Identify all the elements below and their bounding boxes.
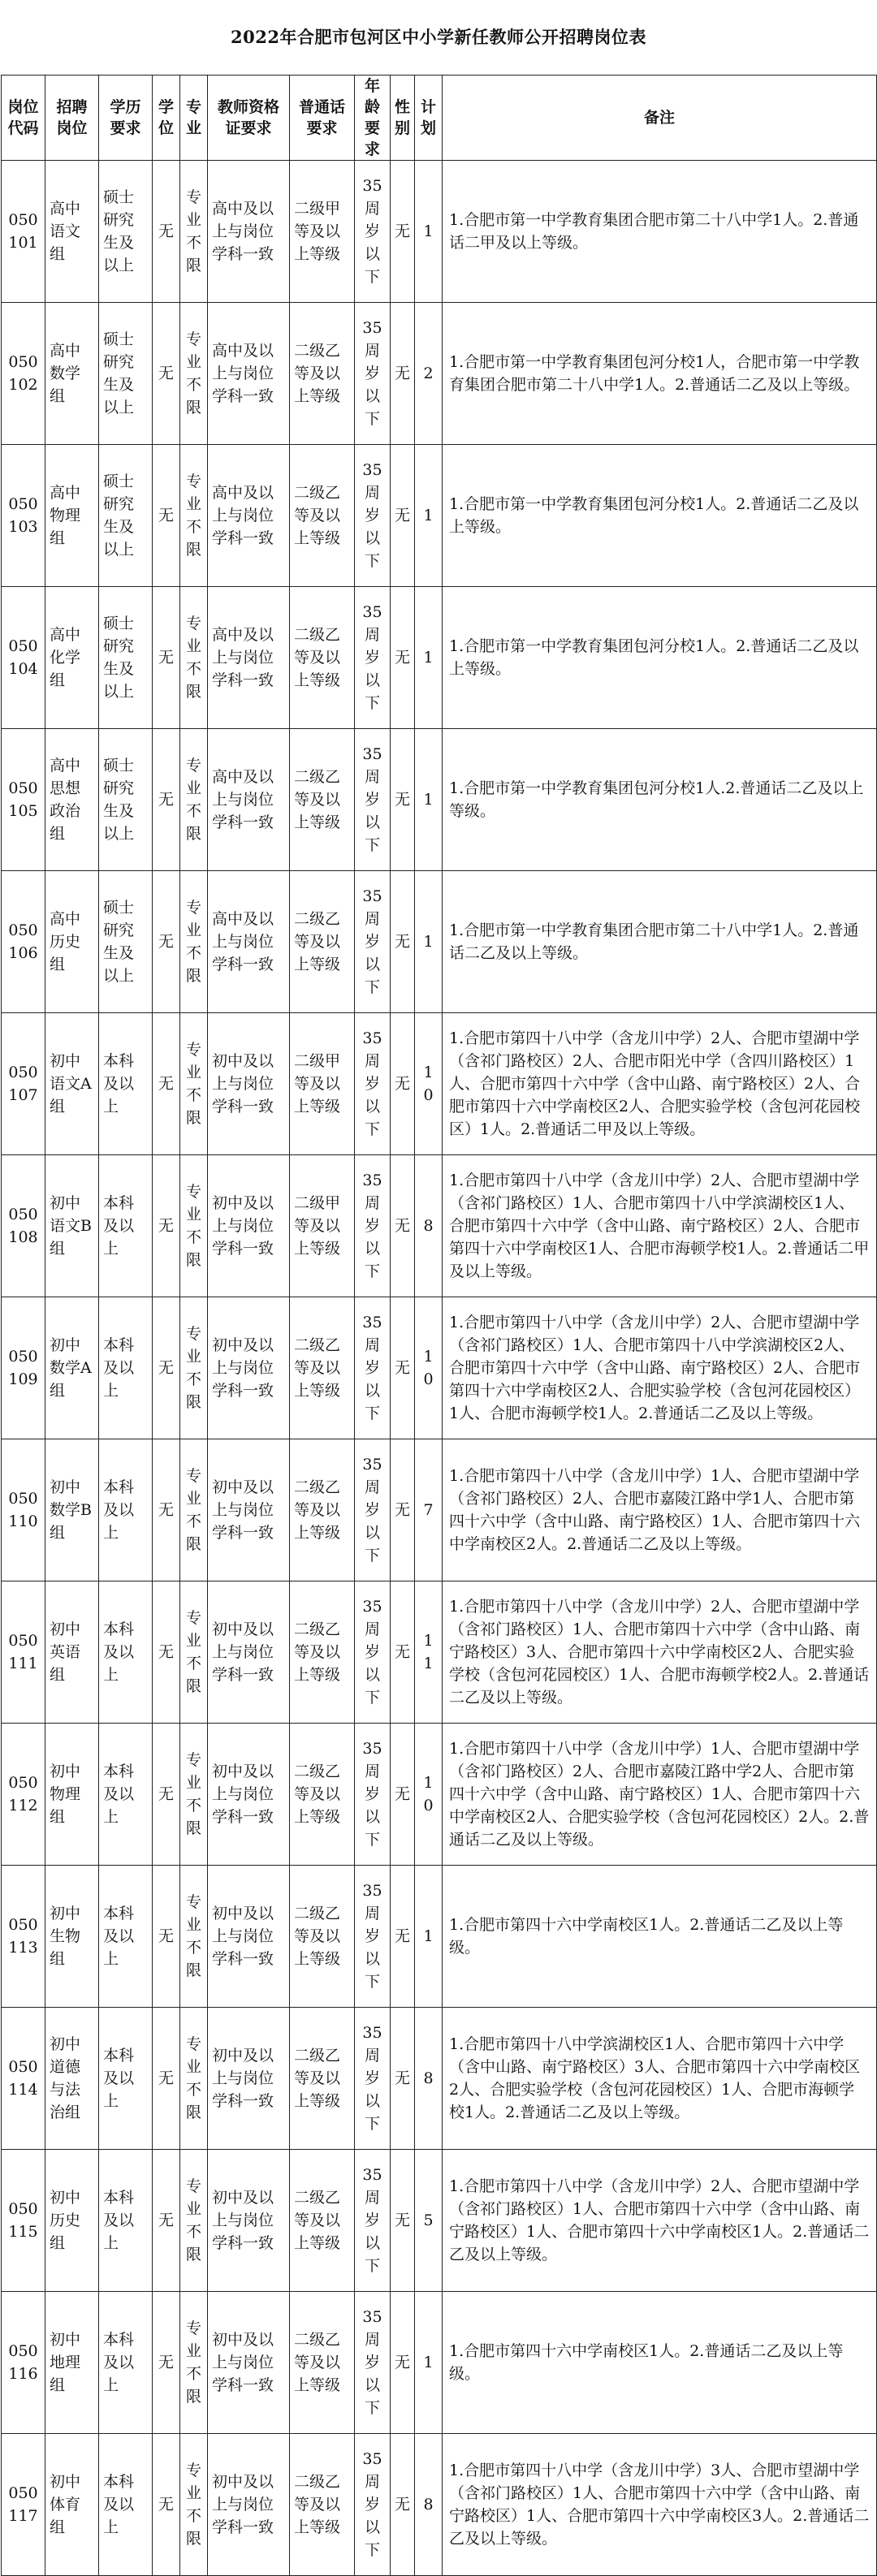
mandarin-cell: 二级乙等及以上等级	[290, 1581, 355, 1724]
remarks-cell	[443, 1013, 877, 1155]
remarks-text: 1.合肥市第四十八中学（含龙川中学）1人、合肥市望湖中学（含祁门路校区）2人、合肥市嘉陵江路中学1人、合肥市第四十六中学（含中山路、南宁路校区）1人、合肥市第四十六中学南校区2人。2.普通话二乙及以上等级。	[449, 1467, 861, 1553]
table-row	[2, 1297, 877, 1439]
post-name-cell: 初中数学B组	[45, 1439, 99, 1581]
plan-cell: 1	[415, 1866, 443, 2008]
table-header-row	[2, 76, 877, 161]
major-cell: 专业不限	[180, 161, 208, 303]
education-cell: 硕士研究生及以上	[99, 729, 153, 871]
header-cell: 年龄要求	[355, 76, 391, 161]
age-cell: 35周岁以下	[355, 587, 391, 729]
major-cell: 专业不限	[180, 729, 208, 871]
gender-cell: 无	[391, 1581, 415, 1724]
plan-cell: 1	[415, 729, 443, 871]
table-row	[2, 445, 877, 587]
certificate-cell: 初中及以上与岗位学科一致	[208, 2150, 290, 2292]
remarks-text: 1.合肥市第一中学教育集团合肥市第二十八中学1人。2.普通话二甲及以上等级。	[449, 211, 859, 252]
post-code-cell: 050103	[2, 445, 45, 587]
post-code-cell: 050106	[2, 871, 45, 1013]
post-name-cell: 初中语文A组	[45, 1013, 99, 1155]
certificate-cell: 初中及以上与岗位学科一致	[208, 1866, 290, 2008]
remarks-cell	[443, 1297, 877, 1439]
plan-cell: 10	[415, 1297, 443, 1439]
remarks-text: 1.合肥市第一中学教育集团包河分校1人.2.普通话二乙及以上等级。	[449, 779, 864, 820]
recruitment-table	[1, 75, 877, 2576]
remarks-text: 1.合肥市第四十八中学（含龙川中学）2人、合肥市望湖中学（含祁门路校区）1人、合肥市第四十六中学（含中山路、南宁路校区）3人、合肥市第四十六中学南校区2人、合肥实验学校（含包河花园校区）1人、合肥市海顿学校2人。2.普通话二乙及以上等级。	[449, 1598, 870, 1707]
gender-cell: 无	[391, 871, 415, 1013]
plan-cell: 8	[415, 1155, 443, 1297]
education-cell: 本科及以上	[99, 1013, 153, 1155]
remarks-cell	[443, 2434, 877, 2576]
certificate-cell: 初中及以上与岗位学科一致	[208, 2292, 290, 2434]
table-row	[2, 587, 877, 729]
remarks-cell	[443, 2292, 877, 2434]
mandarin-cell: 二级乙等及以上等级	[290, 1866, 355, 2008]
certificate-cell: 初中及以上与岗位学科一致	[208, 2008, 290, 2150]
table-row	[2, 2434, 877, 2576]
header-cell: 备注	[443, 76, 877, 161]
remarks-text: 1.合肥市第四十八中学滨湖校区1人、合肥市第四十六中学（含中山路、南宁路校区）3人、合肥市第四十六中学南校区2人、合肥实验学校（含包河花园校区）1人、合肥市海顿学校1人。2.普通话二乙及以上等级。	[449, 2035, 861, 2121]
post-name-cell: 初中数学A组	[45, 1297, 99, 1439]
age-cell: 35周岁以下	[355, 1155, 391, 1297]
mandarin-cell: 二级乙等及以上等级	[290, 1724, 355, 1866]
major-cell: 专业不限	[180, 587, 208, 729]
page-title: 2022年合肥市包河区中小学新任教师公开招聘岗位表	[231, 27, 646, 47]
table-row	[2, 729, 877, 871]
mandarin-cell: 二级乙等及以上等级	[290, 2008, 355, 2150]
header-cell: 性别	[391, 76, 415, 161]
plan-cell: 8	[415, 2434, 443, 2576]
education-cell: 本科及以上	[99, 2292, 153, 2434]
post-name-cell: 初中体育组	[45, 2434, 99, 2576]
major-cell: 专业不限	[180, 871, 208, 1013]
table-row	[2, 1013, 877, 1155]
header-cell: 教师资格证要求	[208, 76, 290, 161]
plan-cell: 11	[415, 1581, 443, 1724]
table-row	[2, 871, 877, 1013]
post-name-cell: 初中语文B组	[45, 1155, 99, 1297]
remarks-cell	[443, 587, 877, 729]
degree-cell: 无	[153, 1866, 180, 2008]
post-code-cell: 050114	[2, 2008, 45, 2150]
degree-cell: 无	[153, 729, 180, 871]
gender-cell: 无	[391, 445, 415, 587]
remarks-text: 1.合肥市第四十八中学（含龙川中学）2人、合肥市望湖中学（含祁门路校区）1人、合肥市第四十八中学滨湖校区2人、合肥市第四十六中学（含中山路、南宁路校区）2人、合肥市第四十六中学南校区2人、合肥实验学校（含包河花园校区）1人、合肥市海顿学校1人。2.普通话二乙及以上等级。	[449, 1314, 861, 1422]
remarks-cell	[443, 1439, 877, 1581]
education-cell: 本科及以上	[99, 2434, 153, 2576]
post-name-cell: 初中地理组	[45, 2292, 99, 2434]
gender-cell: 无	[391, 1866, 415, 2008]
table-row	[2, 1155, 877, 1297]
degree-cell: 无	[153, 445, 180, 587]
post-code-cell: 050102	[2, 303, 45, 445]
gender-cell: 无	[391, 2008, 415, 2150]
education-cell: 硕士研究生及以上	[99, 871, 153, 1013]
degree-cell: 无	[153, 303, 180, 445]
post-code-cell: 050117	[2, 2434, 45, 2576]
mandarin-cell: 二级乙等及以上等级	[290, 729, 355, 871]
major-cell: 专业不限	[180, 303, 208, 445]
remarks-cell	[443, 2008, 877, 2150]
post-code-cell: 050108	[2, 1155, 45, 1297]
major-cell: 专业不限	[180, 1297, 208, 1439]
certificate-cell: 高中及以上与岗位学科一致	[208, 303, 290, 445]
degree-cell: 无	[153, 1581, 180, 1724]
remarks-cell	[443, 871, 877, 1013]
gender-cell: 无	[391, 729, 415, 871]
education-cell: 本科及以上	[99, 1297, 153, 1439]
post-code-cell: 050116	[2, 2292, 45, 2434]
degree-cell: 无	[153, 2150, 180, 2292]
plan-cell: 1	[415, 445, 443, 587]
degree-cell: 无	[153, 871, 180, 1013]
remarks-text: 1.合肥市第四十八中学（含龙川中学）2人、合肥市望湖中学（含祁门路校区）2人、合肥市阳光中学（含四川路校区）1人、合肥市第四十六中学（含中山路、南宁路校区）2人、合肥市第四十六中学南校区2人、合肥实验学校（含包河花园校区）1人。2.普通话二甲及以上等级。	[449, 1029, 861, 1138]
remarks-cell	[443, 1581, 877, 1724]
header-cell: 学位	[153, 76, 180, 161]
age-cell: 35周岁以下	[355, 729, 391, 871]
table-row	[2, 303, 877, 445]
gender-cell: 无	[391, 303, 415, 445]
certificate-cell: 初中及以上与岗位学科一致	[208, 1439, 290, 1581]
major-cell: 专业不限	[180, 445, 208, 587]
certificate-cell: 初中及以上与岗位学科一致	[208, 1013, 290, 1155]
age-cell: 35周岁以下	[355, 871, 391, 1013]
post-name-cell: 高中思想政治组	[45, 729, 99, 871]
table-row	[2, 1439, 877, 1581]
plan-cell: 1	[415, 587, 443, 729]
post-code-cell: 050112	[2, 1724, 45, 1866]
major-cell: 专业不限	[180, 1724, 208, 1866]
post-code-cell: 050115	[2, 2150, 45, 2292]
header-cell: 招聘岗位	[45, 76, 99, 161]
mandarin-cell: 二级乙等及以上等级	[290, 2434, 355, 2576]
age-cell: 35周岁以下	[355, 1013, 391, 1155]
post-code-cell: 050107	[2, 1013, 45, 1155]
remarks-text: 1.合肥市第四十八中学（含龙川中学）2人、合肥市望湖中学（含祁门路校区）1人、合肥市第四十八中学滨湖校区1人、合肥市第四十六中学（含中山路、南宁路校区）2人、合肥市第四十六中学南校区1人、合肥市海顿学校1人。2.普通话二甲及以上等级。	[449, 1171, 870, 1280]
age-cell: 35周岁以下	[355, 1724, 391, 1866]
mandarin-cell: 二级甲等及以上等级	[290, 161, 355, 303]
certificate-cell: 高中及以上与岗位学科一致	[208, 161, 290, 303]
education-cell: 本科及以上	[99, 1155, 153, 1297]
degree-cell: 无	[153, 587, 180, 729]
table-row	[2, 161, 877, 303]
certificate-cell: 高中及以上与岗位学科一致	[208, 871, 290, 1013]
table-row	[2, 2008, 877, 2150]
gender-cell: 无	[391, 161, 415, 303]
age-cell: 35周岁以下	[355, 2292, 391, 2434]
remarks-text: 1.合肥市第四十八中学（含龙川中学）1人、合肥市望湖中学（含祁门路校区）2人、合肥市嘉陵江路中学2人、合肥市第四十六中学（含中山路、南宁路校区）1人、合肥市第四十六中学南校区2人、合肥实验学校（含包河花园校区）2人。2.普通话二乙及以上等级。	[449, 1740, 870, 1849]
education-cell: 本科及以上	[99, 1439, 153, 1581]
remarks-text: 1.合肥市第四十六中学南校区1人。2.普通话二乙及以上等级。	[449, 1916, 844, 1957]
mandarin-cell: 二级甲等及以上等级	[290, 1155, 355, 1297]
header-cell: 岗位代码	[2, 76, 45, 161]
degree-cell: 无	[153, 2292, 180, 2434]
gender-cell: 无	[391, 1297, 415, 1439]
certificate-cell: 初中及以上与岗位学科一致	[208, 1724, 290, 1866]
education-cell: 硕士研究生及以上	[99, 303, 153, 445]
post-code-cell: 050101	[2, 161, 45, 303]
post-name-cell: 初中历史组	[45, 2150, 99, 2292]
post-name-cell: 初中生物组	[45, 1866, 99, 2008]
table-row	[2, 2292, 877, 2434]
plan-cell: 8	[415, 2008, 443, 2150]
post-code-cell: 050105	[2, 729, 45, 871]
certificate-cell: 初中及以上与岗位学科一致	[208, 2434, 290, 2576]
education-cell: 硕士研究生及以上	[99, 587, 153, 729]
post-name-cell: 高中化学组	[45, 587, 99, 729]
remarks-text: 1.合肥市第一中学教育集团包河分校1人。2.普通话二乙及以上等级。	[449, 495, 859, 536]
certificate-cell: 高中及以上与岗位学科一致	[208, 729, 290, 871]
table-row	[2, 1724, 877, 1866]
remarks-cell	[443, 445, 877, 587]
gender-cell: 无	[391, 1013, 415, 1155]
post-name-cell: 高中历史组	[45, 871, 99, 1013]
major-cell: 专业不限	[180, 2292, 208, 2434]
remarks-cell	[443, 1155, 877, 1297]
education-cell: 硕士研究生及以上	[99, 161, 153, 303]
age-cell: 35周岁以下	[355, 2434, 391, 2576]
gender-cell: 无	[391, 2434, 415, 2576]
age-cell: 35周岁以下	[355, 1866, 391, 2008]
post-code-cell: 050110	[2, 1439, 45, 1581]
education-cell: 硕士研究生及以上	[99, 445, 153, 587]
remarks-cell	[443, 2150, 877, 2292]
post-code-cell: 050109	[2, 1297, 45, 1439]
major-cell: 专业不限	[180, 2150, 208, 2292]
remarks-text: 1.合肥市第一中学教育集团包河分校1人，合肥市第一中学教育集团合肥市第二十八中学1人。2.普通话二乙及以上等级。	[449, 353, 860, 394]
plan-cell: 1	[415, 871, 443, 1013]
post-code-cell: 050104	[2, 587, 45, 729]
post-name-cell: 初中物理组	[45, 1724, 99, 1866]
post-name-cell: 高中物理组	[45, 445, 99, 587]
mandarin-cell: 二级乙等及以上等级	[290, 1439, 355, 1581]
post-name-cell: 高中语文组	[45, 161, 99, 303]
age-cell: 35周岁以下	[355, 1581, 391, 1724]
remarks-cell	[443, 1724, 877, 1866]
table-body	[2, 161, 877, 2576]
mandarin-cell: 二级乙等及以上等级	[290, 2292, 355, 2434]
remarks-text: 1.合肥市第一中学教育集团包河分校1人。2.普通话二乙及以上等级。	[449, 637, 859, 678]
certificate-cell: 初中及以上与岗位学科一致	[208, 1155, 290, 1297]
degree-cell: 无	[153, 2434, 180, 2576]
age-cell: 35周岁以下	[355, 2008, 391, 2150]
post-code-cell: 050111	[2, 1581, 45, 1724]
age-cell: 35周岁以下	[355, 303, 391, 445]
degree-cell: 无	[153, 2008, 180, 2150]
mandarin-cell: 二级甲等及以上等级	[290, 1013, 355, 1155]
major-cell: 专业不限	[180, 1866, 208, 2008]
major-cell: 专业不限	[180, 2008, 208, 2150]
certificate-cell: 高中及以上与岗位学科一致	[208, 587, 290, 729]
mandarin-cell: 二级乙等及以上等级	[290, 2150, 355, 2292]
plan-cell: 1	[415, 161, 443, 303]
post-name-cell: 初中英语组	[45, 1581, 99, 1724]
remarks-cell	[443, 1866, 877, 2008]
plan-cell: 5	[415, 2150, 443, 2292]
age-cell: 35周岁以下	[355, 1297, 391, 1439]
degree-cell: 无	[153, 161, 180, 303]
mandarin-cell: 二级乙等及以上等级	[290, 587, 355, 729]
plan-cell: 1	[415, 2292, 443, 2434]
age-cell: 35周岁以下	[355, 2150, 391, 2292]
degree-cell: 无	[153, 1439, 180, 1581]
certificate-cell: 初中及以上与岗位学科一致	[208, 1581, 290, 1724]
plan-cell: 10	[415, 1013, 443, 1155]
gender-cell: 无	[391, 2292, 415, 2434]
header-cell: 普通话要求	[290, 76, 355, 161]
table-row	[2, 1581, 877, 1724]
post-name-cell: 初中道德与法治组	[45, 2008, 99, 2150]
age-cell: 35周岁以下	[355, 1439, 391, 1581]
mandarin-cell: 二级乙等及以上等级	[290, 871, 355, 1013]
education-cell: 本科及以上	[99, 2008, 153, 2150]
table-row	[2, 2150, 877, 2292]
remarks-cell	[443, 729, 877, 871]
major-cell: 专业不限	[180, 1581, 208, 1724]
gender-cell: 无	[391, 1155, 415, 1297]
major-cell: 专业不限	[180, 1439, 208, 1581]
plan-cell: 2	[415, 303, 443, 445]
education-cell: 本科及以上	[99, 1581, 153, 1724]
header-cell: 专业	[180, 76, 208, 161]
mandarin-cell: 二级乙等及以上等级	[290, 303, 355, 445]
education-cell: 本科及以上	[99, 1724, 153, 1866]
remarks-text: 1.合肥市第四十六中学南校区1人。2.普通话二乙及以上等级。	[449, 2342, 844, 2383]
remarks-cell	[443, 303, 877, 445]
age-cell: 35周岁以下	[355, 161, 391, 303]
age-cell: 35周岁以下	[355, 445, 391, 587]
degree-cell: 无	[153, 1155, 180, 1297]
degree-cell: 无	[153, 1297, 180, 1439]
gender-cell: 无	[391, 2150, 415, 2292]
post-code-cell: 050113	[2, 1866, 45, 2008]
major-cell: 专业不限	[180, 1013, 208, 1155]
education-cell: 本科及以上	[99, 2150, 153, 2292]
gender-cell: 无	[391, 587, 415, 729]
certificate-cell: 高中及以上与岗位学科一致	[208, 445, 290, 587]
degree-cell: 无	[153, 1724, 180, 1866]
mandarin-cell: 二级乙等及以上等级	[290, 1297, 355, 1439]
education-cell: 本科及以上	[99, 1866, 153, 2008]
post-name-cell: 高中数学组	[45, 303, 99, 445]
gender-cell: 无	[391, 1439, 415, 1581]
plan-cell: 7	[415, 1439, 443, 1581]
remarks-text: 1.合肥市第四十八中学（含龙川中学）2人、合肥市望湖中学（含祁门路校区）1人、合肥市第四十六中学（含中山路、南宁路校区）1人、合肥市第四十六中学南校区1人。2.普通话二乙及以上等级。	[449, 2177, 870, 2263]
table-row	[2, 1866, 877, 2008]
major-cell: 专业不限	[180, 1155, 208, 1297]
mandarin-cell: 二级乙等及以上等级	[290, 445, 355, 587]
remarks-text: 1.合肥市第一中学教育集团合肥市第二十八中学1人。2.普通话二乙及以上等级。	[449, 921, 859, 962]
degree-cell: 无	[153, 1013, 180, 1155]
remarks-text: 1.合肥市第四十八中学（含龙川中学）3人、合肥市望湖中学（含祁门路校区）1人、合肥市第四十六中学（含中山路、南宁路校区）1人、合肥市第四十六中学南校区3人。2.普通话二乙及以上等级。	[449, 2462, 870, 2548]
remarks-cell	[443, 161, 877, 303]
header-cell: 学历要求	[99, 76, 153, 161]
plan-cell: 10	[415, 1724, 443, 1866]
gender-cell: 无	[391, 1724, 415, 1866]
certificate-cell: 初中及以上与岗位学科一致	[208, 1297, 290, 1439]
major-cell: 专业不限	[180, 2434, 208, 2576]
header-cell: 计划	[415, 76, 443, 161]
